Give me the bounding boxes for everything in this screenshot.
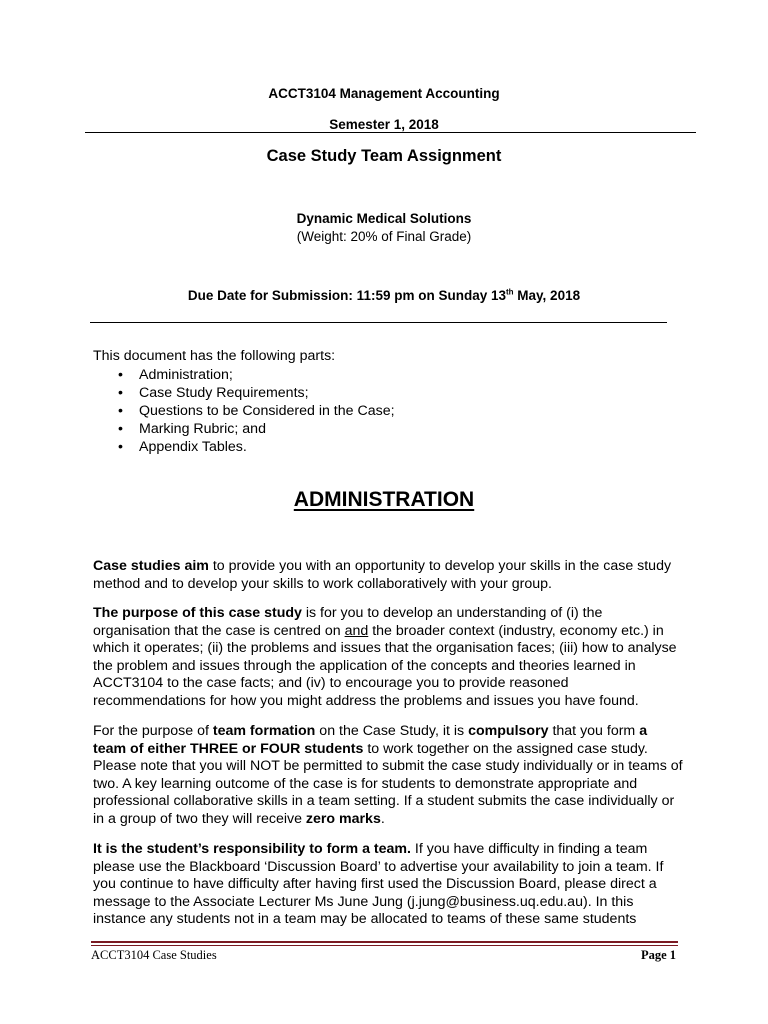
emphasis: a team of either THREE or FOUR students (93, 723, 648, 757)
weight-label: (Weight: 20% of Final Grade) (296, 229, 472, 244)
course-title: ACCT3104 Management Accounting (268, 86, 500, 101)
paragraph-text: on the Case Study, it is (315, 723, 469, 739)
list-item: • Case Study Requirements; (118, 384, 395, 402)
paragraph-lead: The purpose of this case study (93, 605, 302, 621)
emphasis: team formation (212, 723, 316, 739)
semester-label: Semester 1, 2018 (329, 117, 439, 132)
paragraph-purpose (93, 605, 683, 711)
paragraph-team-formation (93, 723, 683, 829)
page-number-label: Page 1 (640, 948, 676, 962)
assignment-title: Case Study Team Assignment (266, 147, 502, 165)
due-date (0, 288, 768, 303)
parts-list (118, 366, 395, 456)
case-name: Dynamic Medical Solutions (296, 211, 472, 226)
paragraph-text: . (380, 810, 385, 827)
paragraph-text: is for you to develop an understanding of (i) the organisation that the case is centred on (93, 605, 603, 639)
due-date-prefix: Due Date for Submission: 11:59 pm on Sunday 13 (187, 288, 506, 303)
due-date-superscript: th (505, 287, 514, 297)
paragraph-lead: Case studies aim (93, 558, 209, 574)
paragraph-text: If you have difficulty in finding a team please use the Blackboard ‘Discussion Board’ to advertise your availability to join a team. If you continue to have difficulty after having first used the Discussion Board, please direct a message to the Associate Lecturer Ms June Jung (j.jung@business.uq.edu.au). In this instance any students not in a team may be allocated to teams of these same students (93, 841, 664, 928)
paragraph-text: to work together on the assigned case study. Please note that you will NOT be permitted to submit the case study individually or in teams of two. A key learning outcome of the case is for students to demonstrate appropriate and professional collaborative skills in a team setting. If a student submits the case individually or in a group of two they will receive (93, 740, 683, 827)
header-rule (85, 132, 696, 133)
list-item: • Administration; (118, 366, 395, 384)
emphasis: zero marks (305, 810, 381, 827)
paragraph-text: to provide you with an opportunity to develop your skills in the case study method and to develop your skills to work collaboratively with your group. (93, 558, 672, 592)
page-number (641, 948, 676, 963)
due-date-rule (90, 322, 667, 323)
parts-intro: This document has the following parts: (93, 348, 336, 364)
due-date-suffix: May, 2018 (513, 288, 581, 303)
list-item: • Marking Rubric; and (118, 420, 395, 438)
emphasis: compulsory (468, 723, 549, 739)
footer-course: ACCT3104 Case Studies (91, 948, 217, 962)
list-item: • Questions to be Considered in the Case; (118, 402, 395, 420)
paragraph-responsibility (93, 841, 683, 929)
footer-rule-thin (91, 945, 678, 946)
footer-rule (91, 941, 678, 943)
section-heading: ADMINISTRATION (293, 488, 475, 511)
paragraph-case-studies-aim (93, 558, 683, 593)
list-item: • Appendix Tables. (118, 438, 395, 456)
paragraph-text: the broader context (industry, economy etc.) in which it operates; (ii) the problems and issues that the organisation faces; (iii) how to analyse the problem and issues through the application of the concepts and theories learned in ACCT3104 to the case facts; and (iv) to encourage you to provide reasoned recommendations for how you might address the problems and issues you have found. (93, 622, 677, 709)
paragraph-lead: It is the student’s responsibility to form a team. (93, 841, 411, 857)
paragraph-text: For the purpose of (93, 723, 213, 739)
underlined-word: and (344, 622, 369, 639)
paragraph-text: that you form (548, 723, 640, 739)
